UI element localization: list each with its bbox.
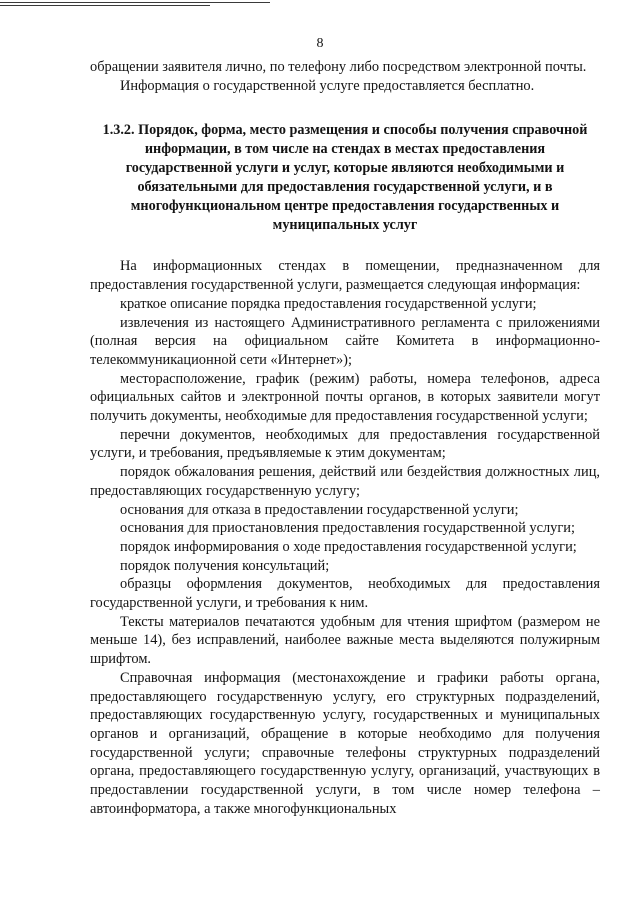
page-number: 8 — [316, 36, 324, 51]
list-item: порядок получения консультаций; — [120, 557, 330, 574]
list-item: месторасположение, график (режим) работы, номера телефонов, адреса официальных сайтов и электронной почты органов, в которых заявители могут получить документы, необходимые для предоставления государственной услуги; — [90, 370, 600, 425]
list-item: основания для приостановления предоставления государственной услуги; — [120, 520, 575, 537]
list-item: основания для отказа в предоставлении государственной услуги; — [120, 501, 519, 518]
list-item: извлечения из настоящего Административного регламента с приложениями (полная версия на официальном сайте Комитета в информационно-телекоммуникационной сети «Интернет»); — [90, 314, 600, 368]
document-body — [90, 58, 600, 819]
list-item: порядок информирования о ходе предоставления государственной услуги; — [120, 538, 577, 555]
list-item: образцы оформления документов, необходимых для предоставления государственной услуги, и требования к ним. — [90, 576, 600, 612]
list-item: краткое описание порядка предоставления государственной услуги; — [120, 295, 537, 312]
paragraph: Тексты материалов печатаются удобным для чтения шрифтом (размером не меньше 14), без исправлений, наиболее важные места выделяются полужирным шрифтом. — [90, 613, 600, 668]
list-item: перечни документов, необходимых для предоставления государственной услуги, и требования, предъявляемые к этим документам; — [90, 426, 600, 462]
top-rule-left-2 — [0, 5, 210, 6]
section-heading: 1.3.2. Порядок, форма, место размещения и способы получения справочной информации, в том числе на стендах в местах предоставления государственной услуги и услуг, которые являются необходимыми и обязательными для предоставления государственной услуги, и в многофункциональном центре предоставления государственных и муниципальных услуг — [102, 122, 588, 234]
top-rule-left — [0, 2, 270, 3]
paragraph: Справочная информация (местонахождение и графики работы органа, предоставляющего государственную услугу, его структурных подразделений, предоставляющих государственную услугу, государственных и муниципальных органов и организаций, обращение в которые необходимо для получения государственной услуги; справочные телефоны структурных подразделений органа, предоставляющего государственную услугу, организаций, участвующих в предоставлении государственной услуги, в том числе номер телефона – автоинформатора, а также многофункциональных — [90, 669, 600, 817]
list-item: порядок обжалования решения, действий или бездействия должностных лиц, предоставляющих государственную услугу; — [90, 464, 600, 499]
paragraph-free-info: Информация о государственной услуге предоставляется бесплатно. — [120, 77, 535, 94]
paragraph: На информационных стендах в помещении, предназначенном для предоставления государственной услуги, размещается следующая информация: — [90, 258, 600, 294]
paragraph-continued: обращении заявителя лично, по телефону либо посредством электронной почты. — [90, 59, 587, 75]
